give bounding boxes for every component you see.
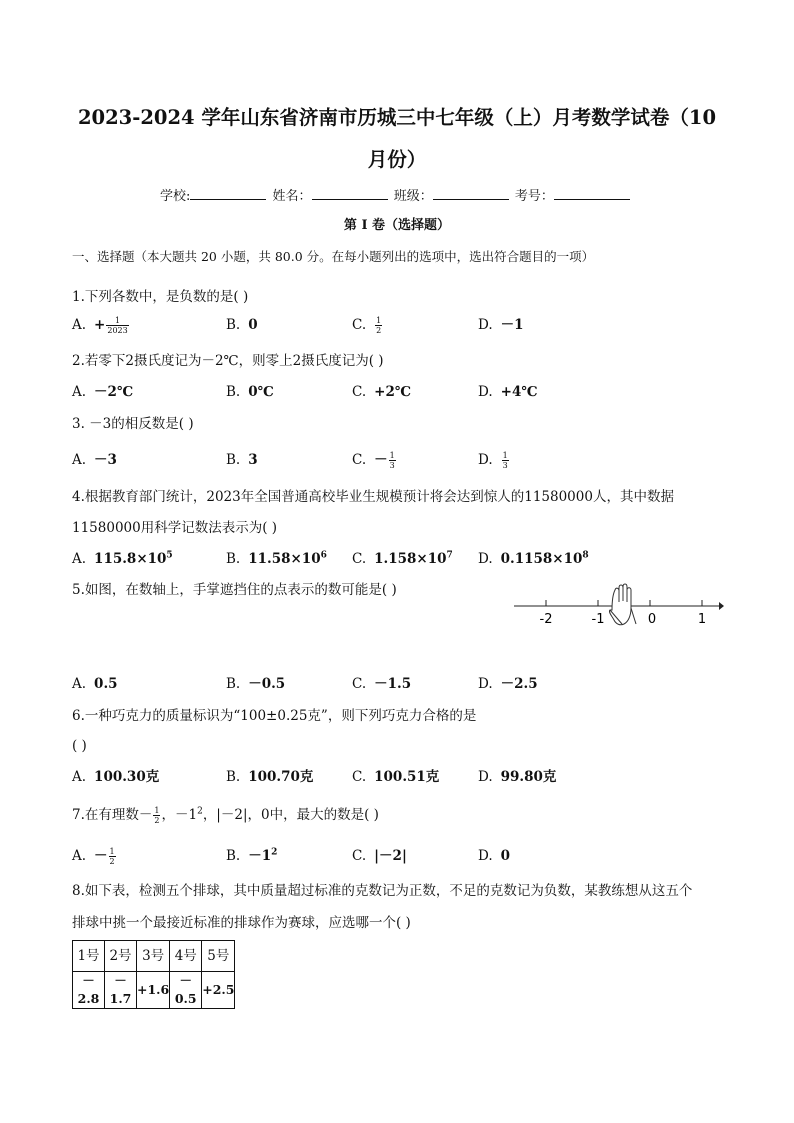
q1-option-a[interactable]: A. + $\frac{1}{2023}$ [72, 316, 128, 335]
q3-option-b[interactable]: B. 3 [226, 452, 258, 468]
exam-number-label: 考号： [514, 189, 554, 204]
number-line-arrow-icon [719, 602, 724, 610]
name-label: 姓名： [272, 189, 312, 204]
q7-option-a[interactable]: A. － $\frac{1}{2}$ [72, 847, 115, 866]
question-4-stem-line-2: 11580000用科学记数法表示为( ) [72, 520, 278, 536]
q1-option-d[interactable]: D. －1 [478, 317, 524, 333]
table-cell: 5号 [202, 941, 235, 972]
fraction: $\frac{1}{2}$ [154, 806, 160, 825]
q5-option-d[interactable]: D. －2.5 [478, 676, 538, 692]
table-cell: －2.8 [73, 972, 105, 1009]
table-row [73, 972, 235, 1009]
q6-option-a[interactable]: A. 100.30克 [72, 769, 160, 785]
q4-option-c[interactable]: C. $1.158\times 10^7$ [352, 550, 453, 567]
exam-title-line-2: 月份） [367, 148, 427, 171]
q6-option-d[interactable]: D. 99.80克 [478, 769, 557, 785]
question-8-stem-line-2: 排球中挑一个最接近标准的排球作为赛球，应选哪一个( ) [72, 915, 411, 931]
q7-option-c[interactable]: C. |－2| [352, 848, 407, 864]
q3-option-c[interactable]: C. － $\frac{1}{3}$ [352, 451, 395, 470]
q5-option-b[interactable]: B. －0.5 [226, 676, 286, 692]
label-1: 1 [697, 612, 707, 627]
table-cell: －0.5 [170, 972, 202, 1009]
part-heading: 一、选择题（本大题共 20 小题，共 80.0 分。在每小题列出的选项中，选出符合题目的一项） [72, 249, 595, 264]
school-label: 学校: [160, 189, 191, 204]
table-cell: +1.6 [137, 972, 170, 1009]
exam-number-blank[interactable] [554, 185, 630, 200]
question-7-stem: 7.在有理数－ $\frac{1}{2}$ ，$-1^2$，|－2|，0中，最大的数是( ) [72, 806, 379, 825]
q7-option-b[interactable]: B. $-1^2$ [226, 847, 278, 864]
q4-option-d[interactable]: D. $0.1158\times 10^8$ [478, 550, 589, 567]
question-2-stem: 2.若零下2摄氏度记为－2℃，则零上2摄氏度记为( ) [72, 353, 384, 369]
question-5-stem: 5.如图，在数轴上，手掌遮挡住的点表示的数可能是( ) [72, 582, 397, 598]
table-header-row [73, 941, 235, 972]
label-minus-1: -1 [591, 612, 605, 627]
fraction: $\frac{1}{2023}$ [107, 316, 128, 335]
q4-option-b[interactable]: B. $11.58\times 10^6$ [226, 550, 327, 567]
q5-option-a[interactable]: A. 0.5 [72, 676, 118, 692]
question-4-stem-line-1: 4.根据教育部门统计，2023年全国普通高校毕业生规模预计将会达到惊人的11580000人，其中数据 [72, 489, 674, 505]
q2-option-a[interactable]: A. －2℃ [72, 384, 134, 400]
school-blank[interactable] [190, 185, 266, 200]
question-8-stem-line-1: 8.如下表，检测五个排球，其中质量超过标准的克数记为正数，不足的克数记为负数，某教练想从这五个 [72, 883, 693, 899]
question-1-stem: 1.下列各数中，是负数的是( ) [72, 289, 249, 305]
q4-option-a[interactable]: A. $115.8\times 10^5$ [72, 550, 173, 567]
q1-option-b[interactable]: B. 0 [226, 317, 258, 333]
q3-option-d[interactable]: D. $\frac{1}{3}$ [478, 451, 508, 470]
q5-option-c[interactable]: C. －1.5 [352, 676, 412, 692]
class-blank[interactable] [433, 185, 509, 200]
table-cell: 2号 [105, 941, 137, 972]
question-6-stem-line-1: 6.一种巧克力的质量标识为“100±0.25克”，则下列巧克力合格的是 [72, 708, 477, 724]
q7-option-d[interactable]: D. 0 [478, 848, 511, 864]
volleyball-table [72, 940, 235, 1009]
table-cell: 3号 [137, 941, 170, 972]
question-3-stem: 3. －3的相反数是( ) [72, 416, 194, 432]
label-minus-2: -2 [539, 612, 553, 627]
question-6-stem-line-2: ( ) [72, 738, 87, 754]
fraction: $\frac{1}{3}$ [389, 451, 395, 470]
q2-option-c[interactable]: C. +2℃ [352, 384, 412, 400]
q1-option-c[interactable]: C. $\frac{1}{2}$ [352, 316, 382, 335]
exam-title-line-1: 2023-2024 学年山东省济南市历城三中七年级（上）月考数学试卷（10 [77, 106, 717, 129]
table-cell: －1.7 [105, 972, 137, 1009]
q6-option-c[interactable]: C. 100.51克 [352, 769, 440, 785]
fraction: $\frac{1}{2}$ [109, 847, 115, 866]
label-0: 0 [647, 612, 657, 627]
q6-option-b[interactable]: B. 100.70克 [226, 769, 314, 785]
q2-option-d[interactable]: D. +4℃ [478, 384, 538, 400]
table-cell: +2.5 [202, 972, 235, 1009]
table-cell: 1号 [73, 941, 105, 972]
table-cell: 4号 [170, 941, 202, 972]
student-info-line [160, 185, 632, 207]
fraction: $\frac{1}{2}$ [376, 316, 382, 335]
q2-option-b[interactable]: B. 0℃ [226, 384, 274, 400]
q3-option-a[interactable]: A. －3 [72, 452, 117, 468]
number-line-figure [512, 580, 724, 630]
fraction: $\frac{1}{3}$ [502, 451, 508, 470]
section-title: 第 I 卷（选择题） [343, 218, 451, 233]
name-blank[interactable] [312, 185, 388, 200]
class-label: 班级： [393, 189, 433, 204]
hand-icon [609, 584, 636, 625]
